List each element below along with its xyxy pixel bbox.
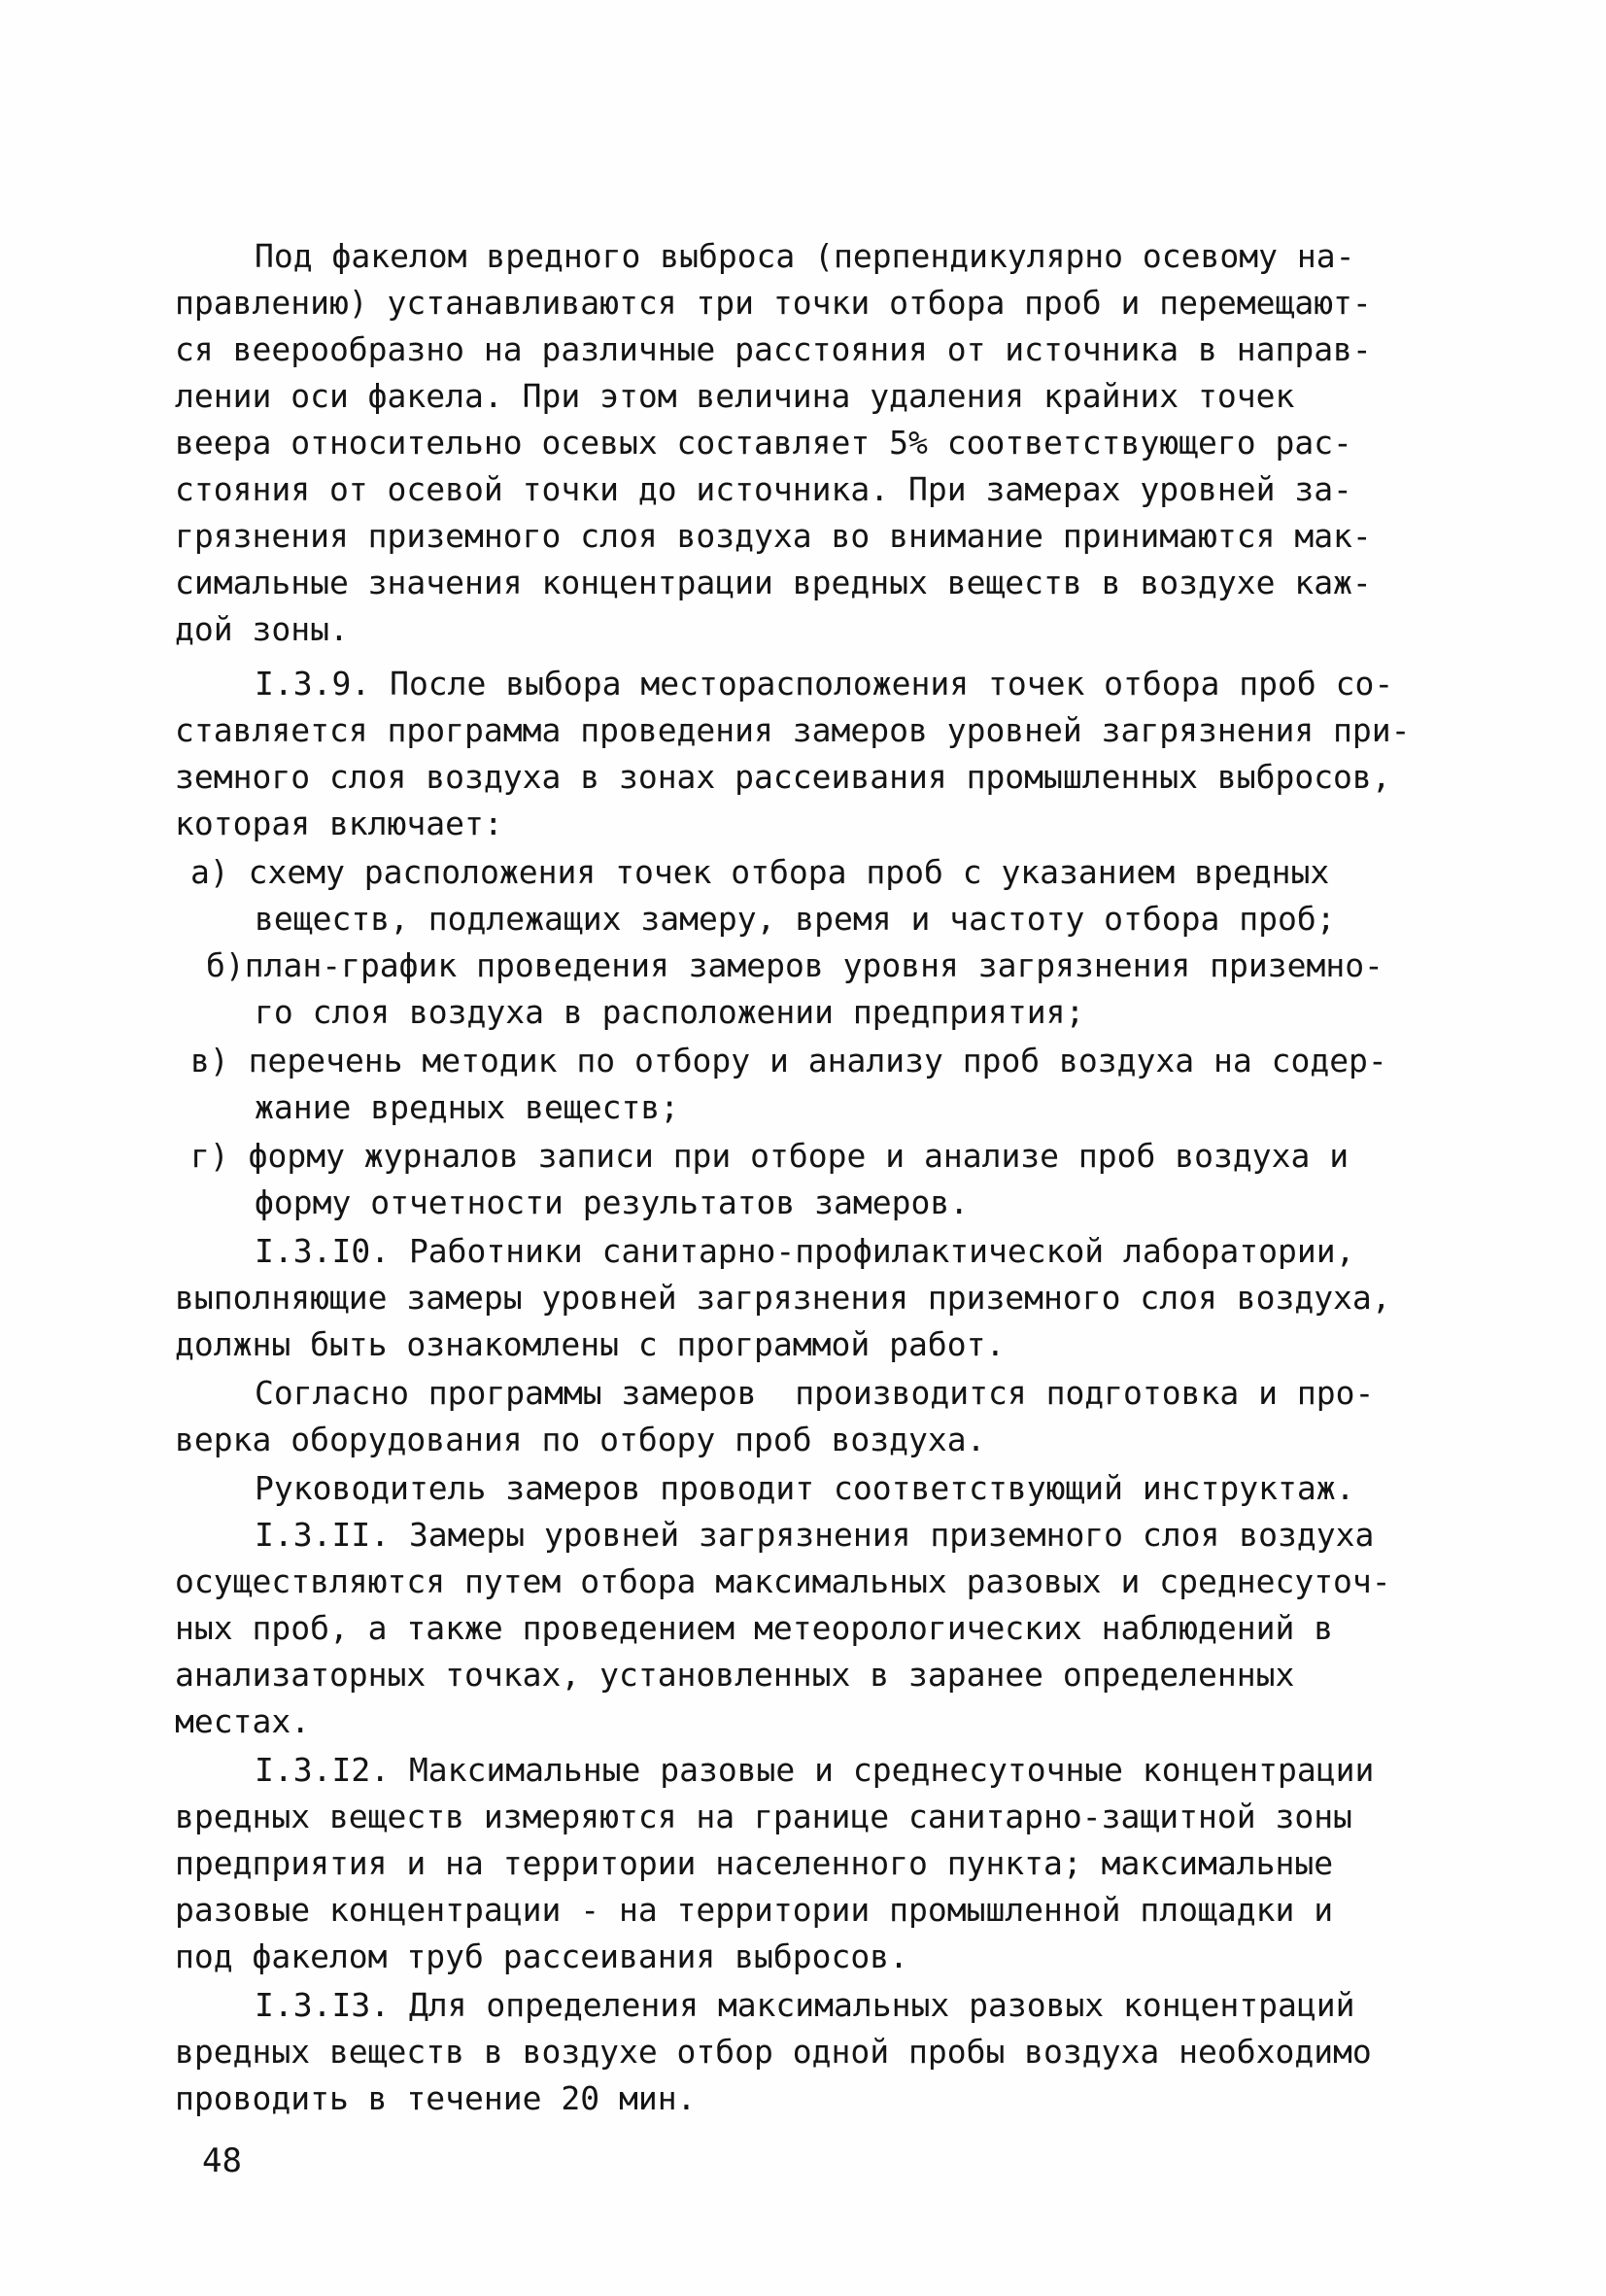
text-line: I.3.I2. Максимальные разовые и среднесуточные концентрации <box>255 1751 1375 1789</box>
text-line: симальные значения концентрации вредных веществ в воздухе каж- <box>175 564 1372 601</box>
text-line: грязнения приземного слоя воздуха во внимание принимаются мак- <box>175 517 1372 555</box>
text-line: предприятия и на территории населенного пункта; максимальные <box>175 1844 1334 1882</box>
text-line: Согласно программы замеров производится подготовка и про- <box>255 1374 1375 1412</box>
text-line: земного слоя воздуха в зонах рассеивания промышленных выбросов, <box>175 758 1391 796</box>
text-line: I.3.II. Замеры уровней загрязнения приземного слоя воздуха <box>255 1516 1375 1554</box>
list-item-v: в) перечень методик по отбору и анализу проб воздуха на содер- <box>190 1042 1387 1079</box>
text-line: под факелом труб рассеивания выбросов. <box>175 1937 908 1975</box>
text-line: веера относительно осевых составляет 5% соответствующего рас- <box>175 424 1352 462</box>
text-line: веществ, подлежащих замеру, время и частоту отбора проб; <box>255 900 1336 938</box>
text-line: ся веерообразно на различные расстояния от источника в направ- <box>175 330 1372 368</box>
text-line: должны быть ознакомлены с программой работ. <box>175 1325 1006 1363</box>
text-line: разовые концентрации - на территории промышленной площадки и <box>175 1891 1334 1929</box>
text-line: Под факелом вредного выброса (перпендикулярно осевому на- <box>255 237 1355 275</box>
text-line: I.3.I0. Работники санитарно-профилактической лаборатории, <box>255 1232 1355 1270</box>
text-line: ставляется программа проведения замеров уровней загрязнения при- <box>175 711 1411 749</box>
list-item-b: б)план-график проведения замеров уровня загрязнения приземно- <box>206 946 1384 984</box>
text-line: правлению) устанавливаются три точки отбора проб и перемещают- <box>175 284 1372 322</box>
text-line: осуществляются путем отбора максимальных разовых и среднесуточ- <box>175 1562 1391 1600</box>
text-line: выполняющие замеры уровней загрязнения приземного слоя воздуха, <box>175 1279 1391 1317</box>
list-item-a: а) схему расположения точек отбора проб с указанием вредных <box>190 853 1330 891</box>
text-line: форму отчетности результатов замеров. <box>255 1183 970 1221</box>
text-line: вредных веществ в воздухе отбор одной пробы воздуха необходимо <box>175 2033 1372 2071</box>
list-item-g: г) форму журналов записи при отборе и анализе проб воздуха и <box>190 1137 1350 1175</box>
text-line: го слоя воздуха в расположении предприятия; <box>255 993 1085 1031</box>
text-line: жание вредных веществ; <box>255 1088 680 1126</box>
text-line: которая включает: <box>175 805 503 842</box>
text-line: проводить в течение 20 мин. <box>175 2079 697 2117</box>
text-line: верка оборудования по отбору проб воздуха. <box>175 1421 986 1458</box>
text-line: анализаторных точках, установленных в заранее определенных <box>175 1656 1295 1694</box>
text-line: дой зоны. <box>175 610 349 648</box>
text-line: местах. <box>175 1702 311 1740</box>
text-line: I.3.9. После выбора месторасположения точек отбора проб со- <box>255 665 1394 703</box>
text-line: ных проб, а также проведением метеорологических наблюдений в <box>175 1609 1334 1647</box>
text-line: Руководитель замеров проводит соответствующий инструктаж. <box>255 1469 1355 1507</box>
page-number: 48 <box>202 2142 242 2180</box>
text-line: вредных веществ измеряются на границе санитарно-защитной зоны <box>175 1798 1352 1835</box>
text-line: лении оси факела. При этом величина удаления крайних точек <box>175 377 1295 415</box>
text-line: I.3.I3. Для определения максимальных разовых концентраций <box>255 1986 1355 2024</box>
text-line: стояния от осевой точки до источника. При замерах уровней за- <box>175 470 1352 508</box>
